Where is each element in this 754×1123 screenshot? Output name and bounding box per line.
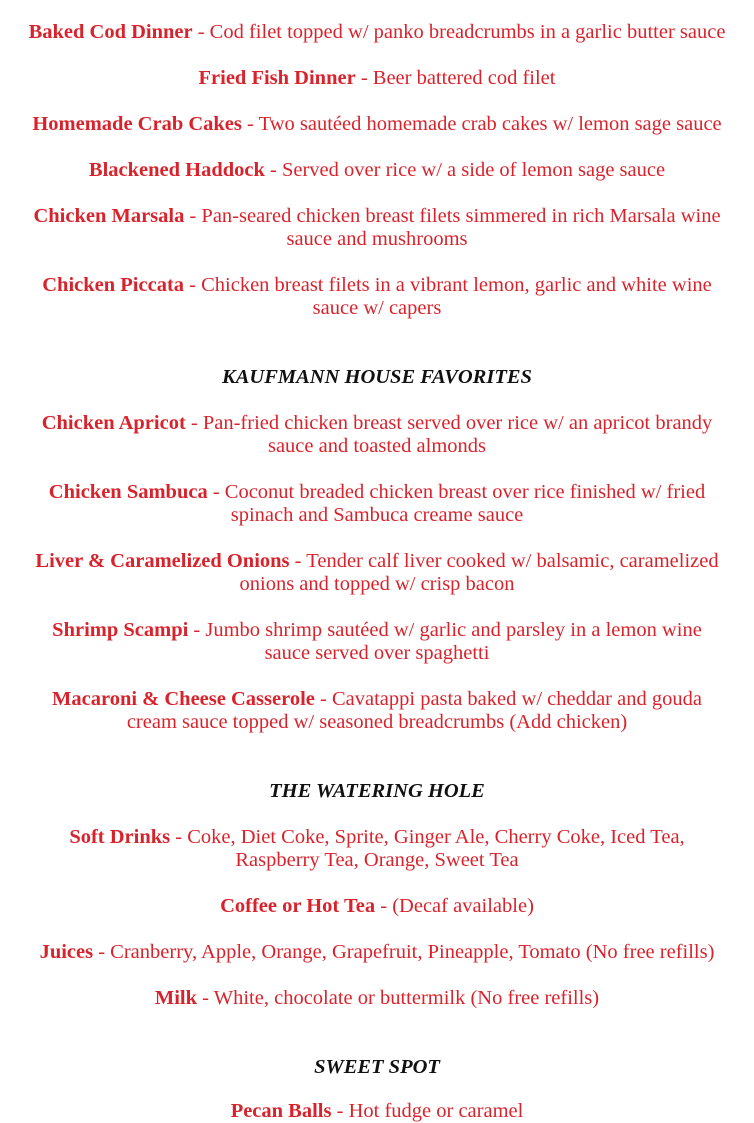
menu-item-description: Coke, Diet Coke, Sprite, Ginger Ale, Cherry Coke, Iced Tea, Raspberry Tea, Orange, Sweet Tea: [187, 826, 685, 871]
menu-item-description: Jumbo shrimp sautéed w/ garlic and parsley in a lemon wine sauce served over spaghetti: [205, 619, 702, 664]
menu-item-milk: [28, 987, 726, 1010]
menu-item-description: Chicken breast filets in a vibrant lemon, garlic and white wine sauce w/ capers: [201, 274, 712, 319]
menu-item-juices: [28, 941, 726, 964]
menu-item-chicken-sambuca: [28, 481, 726, 527]
menu-item-separator: -: [197, 987, 214, 1009]
menu-item-chicken-piccata: [28, 274, 726, 320]
menu-item-separator: -: [314, 688, 332, 710]
menu-item-description: Pan-seared chicken breast filets simmered in rich Marsala wine sauce and mushrooms: [201, 205, 721, 250]
menu-item-soft-drinks: [28, 826, 726, 872]
menu-item-name: Homemade Crab Cakes: [32, 113, 242, 135]
menu-item-name: Chicken Piccata: [42, 274, 185, 296]
menu-item-liver-onions: [28, 550, 726, 596]
menu-item-name: Shrimp Scampi: [52, 619, 189, 641]
menu-item-separator: -: [184, 274, 202, 296]
menu-item-separator: -: [207, 481, 225, 503]
menu-item-description: White, chocolate or buttermilk (No free refills): [213, 987, 600, 1009]
menu-item-name: Liver & Caramelized Onions: [35, 550, 290, 572]
menu-item-description: Beer battered cod filet: [372, 67, 556, 89]
section-heading-desserts: SWEET SPOT: [314, 1056, 440, 1078]
menu-item-separator: -: [185, 412, 203, 434]
menu-item-name: Blackened Haddock: [88, 159, 265, 181]
menu-item-description: Cavatappi pasta baked w/ cheddar and gouda cream sauce topped w/ seasoned breadcrumbs (Add chicken): [126, 688, 702, 733]
menu-item-name: Chicken Apricot: [41, 412, 186, 434]
menu-item-description: Cod filet topped w/ panko breadcrumbs in a garlic butter sauce: [209, 21, 726, 43]
menu-item-separator: -: [264, 159, 282, 181]
menu-item-separator: -: [188, 619, 206, 641]
menu-item-name: Baked Cod Dinner: [28, 21, 193, 43]
menu-item-separator: -: [192, 21, 210, 43]
menu-item-description: Tender calf liver cooked w/ balsamic, caramelized onions and topped w/ crisp bacon: [239, 550, 719, 595]
menu-item-chicken-apricot: [28, 412, 726, 458]
menu-item-description: Served over rice w/ a side of lemon sage sauce: [281, 159, 666, 181]
menu-item-chicken-marsala: [28, 205, 726, 251]
menu-item-separator: -: [170, 826, 188, 848]
menu-item-baked-cod-dinner: [28, 21, 726, 44]
menu-item-separator: -: [241, 113, 259, 135]
menu-item-separator: -: [93, 941, 111, 963]
menu-item-separator: -: [375, 895, 393, 917]
menu-item-name: Milk: [154, 987, 198, 1009]
menu-item-crab-cakes: [28, 113, 726, 136]
menu-item-description: Two sautéed homemade crab cakes w/ lemon sage sauce: [258, 113, 722, 135]
menu-item-name: Chicken Marsala: [33, 205, 185, 227]
menu-item-name: Macaroni & Cheese Casserole: [52, 688, 315, 710]
menu-item-name: Coffee or Hot Tea: [220, 895, 376, 917]
menu-item-name: Soft Drinks: [69, 826, 171, 848]
menu-item-description: Hot fudge or caramel: [348, 1100, 524, 1122]
menu-item-separator: -: [331, 1100, 349, 1122]
menu-item-shrimp-scampi: [28, 619, 726, 665]
menu-item-separator: -: [289, 550, 307, 572]
menu-item-name: Fried Fish Dinner: [198, 67, 356, 89]
section-heading-drinks: THE WATERING HOLE: [269, 780, 485, 802]
menu-item-separator: -: [355, 67, 373, 89]
menu-item-pecan-balls: [28, 1100, 726, 1123]
menu-item-separator: -: [184, 205, 202, 227]
menu-item-description: Pan-fried chicken breast served over rice w/ an apricot brandy sauce and toasted almonds: [202, 412, 713, 457]
menu-item-name: Juices: [39, 941, 94, 963]
menu-item-blackened-haddock: [28, 159, 726, 182]
section-heading-favorites: KAUFMANN HOUSE FAVORITES: [222, 366, 532, 388]
menu-item-coffee-tea: [28, 895, 726, 918]
menu-item-description: (Decaf available): [392, 895, 534, 917]
menu-item-fried-fish-dinner: [28, 67, 726, 90]
menu-item-mac-cheese-casserole: [28, 688, 726, 734]
menu-item-name: Pecan Balls: [230, 1100, 332, 1122]
menu-item-name: Chicken Sambuca: [48, 481, 208, 503]
menu-item-description: Coconut breaded chicken breast over rice finished w/ fried spinach and Sambuca creame sauce: [224, 481, 706, 526]
menu-item-description: Cranberry, Apple, Orange, Grapefruit, Pineapple, Tomato (No free refills): [110, 941, 715, 963]
